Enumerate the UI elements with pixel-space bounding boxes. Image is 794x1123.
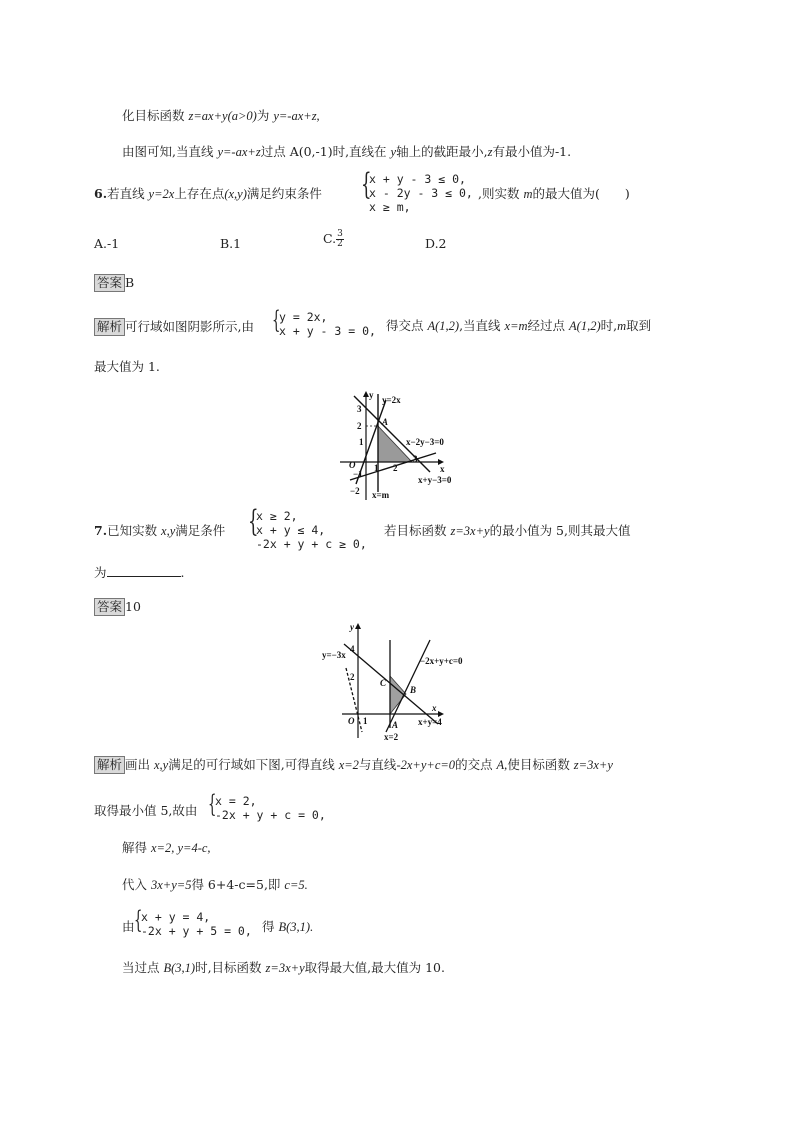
- text: 已知实数: [107, 523, 162, 538]
- text: 代入: [122, 877, 151, 892]
- label-A: A: [392, 720, 399, 730]
- equation-2: -2x + y + 5 = 0,: [141, 924, 252, 938]
- analysis-7-line-6: [122, 960, 445, 976]
- analysis-6-line-1-tail: [386, 318, 651, 334]
- label-C: C: [380, 678, 387, 688]
- answer-label: 答案: [94, 274, 125, 292]
- text: 与直线: [358, 757, 397, 772]
- question-7-line-2: [94, 564, 185, 581]
- label-l2: x+y=4: [418, 717, 442, 727]
- text: 画出: [125, 757, 154, 772]
- text: 上存在点: [174, 186, 225, 201]
- tick-1: 1: [359, 437, 364, 447]
- brace: {: [272, 306, 281, 334]
- math: A(1,2): [569, 319, 601, 333]
- text: 当过点: [122, 960, 164, 975]
- numerator: 3: [337, 229, 343, 239]
- text: 满足条件: [175, 523, 226, 538]
- math: z: [487, 145, 493, 159]
- answer-label: 答案: [94, 598, 125, 616]
- text: 的最小值为 5,则其最大值: [489, 523, 631, 538]
- text: ,当直线: [459, 318, 505, 333]
- text: 由图可知,当直线: [122, 144, 218, 159]
- text: ,则实数: [478, 186, 524, 201]
- math: B(3,1).: [278, 920, 314, 934]
- math: A(1,2): [427, 319, 460, 333]
- analysis-7-line-4: [122, 877, 308, 893]
- text: 解得: [122, 840, 151, 855]
- answer-value: 10: [125, 599, 141, 614]
- equation-1: x = 2,: [215, 794, 257, 808]
- text: 使目标函数: [507, 757, 574, 772]
- math: x=2, y=4-c,: [150, 841, 211, 855]
- math: z=ax+y(a>0): [188, 109, 257, 123]
- question-number: 6.: [94, 186, 108, 201]
- option-b[interactable]: B.1: [220, 236, 242, 251]
- text: 的交点: [455, 757, 497, 772]
- solution-line-1: [122, 108, 320, 124]
- text: 为: [256, 108, 274, 123]
- tick-neg1: −1: [353, 469, 363, 479]
- tick-x1: 1: [374, 463, 379, 473]
- analysis-6-line-2: 最大值为 1.: [94, 359, 160, 374]
- math: y=-ax+z,: [273, 109, 320, 123]
- question-6-stem: [94, 186, 322, 202]
- label-xm: x=m: [372, 490, 390, 500]
- text: 若直线: [107, 186, 149, 201]
- math: c=5.: [284, 878, 308, 892]
- constraint-2: x + y ≤ 4,: [256, 523, 326, 537]
- label-y2x: y=2x: [382, 395, 401, 405]
- text: 可行域如图阴影所示,由: [125, 319, 254, 334]
- math: y=2x: [148, 187, 175, 201]
- math: A,: [496, 758, 508, 772]
- math: A(0,-1): [289, 144, 333, 159]
- constraint-2: x - 2y - 3 ≤ 0,: [369, 186, 473, 200]
- math: x,y: [161, 524, 176, 538]
- option-d[interactable]: D.2: [425, 236, 447, 251]
- math: z=3x+y: [265, 961, 305, 975]
- text: C.: [323, 231, 337, 246]
- figure-2: [320, 620, 480, 748]
- math: z=3x+y: [573, 758, 613, 772]
- equation-2: -2x + y + c = 0,: [215, 808, 326, 822]
- text: 得: [262, 919, 279, 934]
- answer-blank[interactable]: [107, 564, 181, 577]
- brace: {: [361, 167, 372, 202]
- text: 轴上的截距最小,: [396, 144, 488, 159]
- solution-line-2: [122, 144, 571, 160]
- math: m: [523, 187, 533, 201]
- question-number: 7.: [94, 523, 108, 538]
- tick-neg2: −2: [350, 486, 360, 496]
- constraint-1: x + y - 3 ≤ 0,: [369, 172, 466, 186]
- y-arrow: [355, 623, 361, 629]
- math: m: [617, 319, 627, 333]
- text: 时,目标函数: [195, 960, 266, 975]
- tick-3: 3: [357, 404, 362, 414]
- answer-6: [94, 274, 134, 292]
- label-x: x: [432, 703, 437, 713]
- equation-1: x + y = 4,: [141, 910, 211, 924]
- label-2: 2: [350, 672, 355, 682]
- text: 满足约束条件: [246, 186, 322, 201]
- text: 取到: [626, 318, 652, 333]
- label-origin: O: [349, 460, 356, 470]
- constraint-1: x ≥ 2,: [256, 509, 298, 523]
- text: 的最大值为( ): [532, 186, 630, 201]
- option-a[interactable]: A.-1: [94, 236, 120, 251]
- label-l1: −2x+y+c=0: [420, 656, 463, 666]
- math: x=2: [338, 758, 359, 772]
- answer-value: B: [125, 275, 135, 290]
- analysis-7-line-2: 取得最小值 5,故由: [94, 803, 198, 818]
- figure-1: [330, 388, 460, 503]
- math: x,y: [154, 758, 169, 772]
- text: .: [180, 565, 185, 580]
- label-l1: x−2y−3=0: [406, 437, 444, 447]
- equation-1: y = 2x,: [279, 310, 328, 324]
- analysis-7-line-5: 由: [122, 919, 135, 934]
- label-x2: x=2: [384, 732, 399, 742]
- analysis-6-line-1: [94, 318, 254, 336]
- question-7-tail: [384, 523, 630, 539]
- label-y: y: [350, 622, 354, 632]
- analysis-7-line-1: [94, 756, 613, 774]
- fraction: [336, 230, 344, 249]
- text: 化目标函数: [122, 108, 189, 123]
- tick-x3: 3: [413, 454, 418, 464]
- answer-7: [94, 598, 141, 616]
- label-A: A: [382, 417, 389, 427]
- math: (x,y): [224, 187, 247, 201]
- constraint-3: -2x + y + c ≥ 0,: [256, 537, 367, 551]
- label-x: x: [440, 464, 445, 474]
- question-7-stem: [94, 523, 225, 539]
- label-4: 4: [350, 644, 355, 654]
- text: 得交点: [386, 318, 428, 333]
- label-1: 1: [363, 716, 368, 726]
- analysis-label: 解析: [94, 756, 125, 774]
- brace: {: [208, 790, 217, 818]
- text: 得 6+4-c=5,即: [191, 877, 285, 892]
- tick-2: 2: [357, 421, 362, 431]
- math: y: [390, 145, 397, 159]
- equation-2: x + y - 3 = 0,: [279, 324, 376, 338]
- analysis-7-line-3: [122, 840, 211, 856]
- text: 过点: [260, 144, 290, 159]
- brace: {: [134, 906, 143, 934]
- text: 为: [94, 565, 107, 580]
- question-6-tail: [478, 186, 630, 202]
- math: y=-ax+z: [217, 145, 261, 159]
- text: 时,直线在: [332, 144, 391, 159]
- label-B: B: [410, 685, 417, 695]
- option-c[interactable]: [323, 230, 344, 249]
- label-y: y: [369, 390, 374, 400]
- analysis-label: 解析: [94, 318, 125, 336]
- text: 时,: [600, 318, 618, 333]
- text: 若目标函数: [384, 523, 451, 538]
- label-origin: O: [348, 716, 355, 726]
- text: 取得最大值,最大值为 10.: [304, 960, 445, 975]
- tick-x2: 2: [393, 463, 398, 473]
- label-y3x: y=−3x: [322, 650, 346, 660]
- constraint-3: x ≥ m,: [369, 200, 411, 214]
- math: x=m: [504, 319, 528, 333]
- math: 3x+y=5: [150, 878, 192, 892]
- math: B(3,1): [163, 961, 196, 975]
- text: 有最小值为-1.: [492, 144, 572, 159]
- denominator: 2: [337, 239, 343, 249]
- brace: {: [248, 504, 259, 539]
- text: 经过点: [527, 318, 570, 333]
- analysis-7-line-5-tail: [262, 919, 313, 935]
- math: -2x+y+c=0: [396, 758, 456, 772]
- math: z=3x+y: [450, 524, 490, 538]
- label-l2: x+y−3=0: [418, 475, 452, 485]
- text: 满足的可行域如下图,可得直线: [168, 757, 339, 772]
